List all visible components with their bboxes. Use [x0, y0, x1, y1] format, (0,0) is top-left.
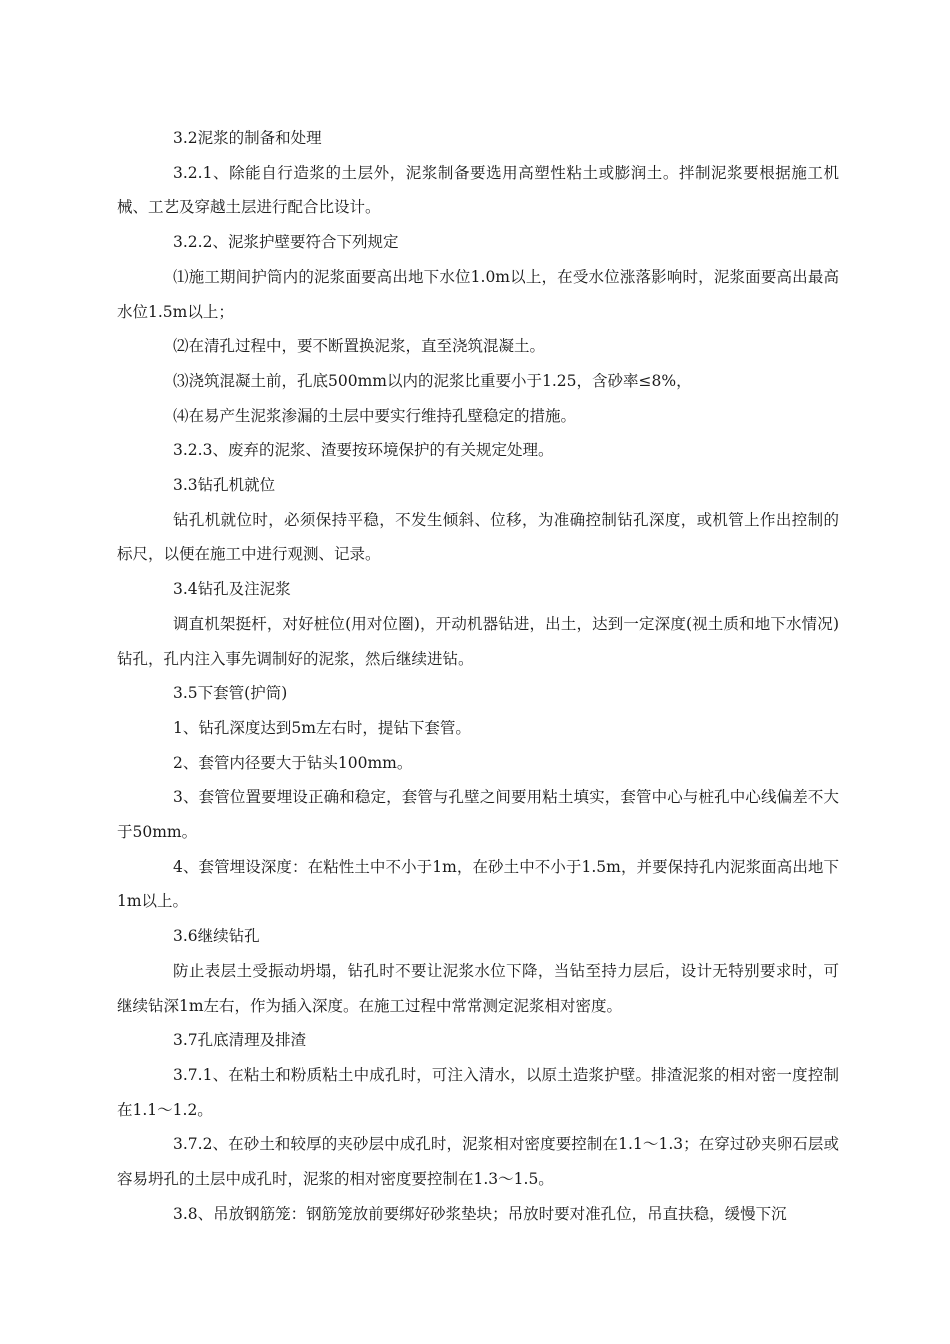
- paragraph-3-6-body: 防止表层土受振动坍塌，钻孔时不要让泥浆水位下降，当钻至持力层后，设计无特别要求时，可继续钻深1m左右，作为插入深度。在施工过程中常常测定泥浆相对密度。: [117, 961, 839, 1015]
- heading-3-2: 3.2泥浆的制备和处理: [173, 129, 322, 147]
- paragraph-3-5-item-4: 4、套管埋设深度：在粘性土中不小于1m，在砂土中不小于1.5m，并要保持孔内泥浆面高出地下1m以上。: [117, 857, 839, 911]
- paragraph-3-5-item-3: 3、套管位置要埋设正确和稳定，套管与孔壁之间要用粘土填实，套管中心与桩孔中心线偏差不大于50mm。: [117, 788, 839, 842]
- heading-3-4: 3.4钻孔及注泥浆: [173, 580, 291, 599]
- paragraph-3-7-1: 3.7.1、在粘土和粉质粘土中成孔时，可注入清水，以原土造浆护壁。排渣泥浆的相对密一度控制在1.1～1.2。: [117, 1065, 839, 1119]
- document-body: [117, 121, 839, 1232]
- paragraph-3-8: 3.8、吊放钢筋笼：钢筋笼放前要绑好砂浆垫块；吊放时要对准孔位，吊直扶稳，缓慢下沉: [173, 1204, 787, 1223]
- heading-3-6: 3.6继续钻孔: [173, 927, 260, 946]
- heading-3-7: 3.7孔底清理及排渣: [173, 1031, 307, 1050]
- list-item-3: ⑶浇筑混凝土前，孔底500mm以内的泥浆比重要小于1.25，含砂率≤8%，: [173, 371, 692, 390]
- heading-3-5: 3.5下套管(护筒): [173, 684, 288, 703]
- paragraph-3-2-1: 3.2.1、除能自行造浆的土层外，泥浆制备要选用高塑性粘土或膨润土。拌制泥浆要根据施工机械、工艺及穿越土层进行配合比设计。: [117, 163, 839, 217]
- paragraph-3-5-item-2: 2、套管内径要大于钻头100mm。: [173, 753, 413, 772]
- paragraph-3-7-2: 3.7.2、在砂土和较厚的夹砂层中成孔时，泥浆相对密度要控制在1.1～1.3；在穿过砂夹卵石层或容易坍孔的土层中成孔时，泥浆的相对密度要控制在1.3～1.5。: [117, 1135, 839, 1189]
- heading-3-3: 3.3钻孔机就位: [173, 476, 276, 495]
- paragraph-3-3-body: 钻孔机就位时，必须保持平稳，不发生倾斜、位移，为准确控制钻孔深度，或机管上作出控制的标尺，以便在施工中进行观测、记录。: [117, 510, 839, 564]
- paragraph-3-5-item-1: 1、钻孔深度达到5m左右时，提钻下套管。: [173, 718, 471, 737]
- list-item-1: ⑴施工期间护筒内的泥浆面要高出地下水位1.0m以上，在受水位涨落影响时，泥浆面要高出最高水位1.5m以上；: [117, 267, 839, 321]
- list-item-4: ⑷在易产生泥浆渗漏的土层中要实行维持孔壁稳定的措施。: [173, 406, 577, 425]
- paragraph-3-2-3: 3.2.3、废弃的泥浆、渣要按环境保护的有关规定处理。: [173, 441, 554, 460]
- list-item-2: ⑵在清孔过程中，要不断置换泥浆，直至浇筑混凝土。: [173, 337, 546, 356]
- paragraph-3-4-body: 调直机架挺杆，对好桩位(用对位圈)，开动机器钻进，出土，达到一定深度(视土质和地下水情况)钻孔，孔内注入事先调制好的泥浆，然后继续进钻。: [117, 614, 839, 668]
- paragraph-3-2-2: 3.2.2、泥浆护壁要符合下列规定: [173, 233, 399, 252]
